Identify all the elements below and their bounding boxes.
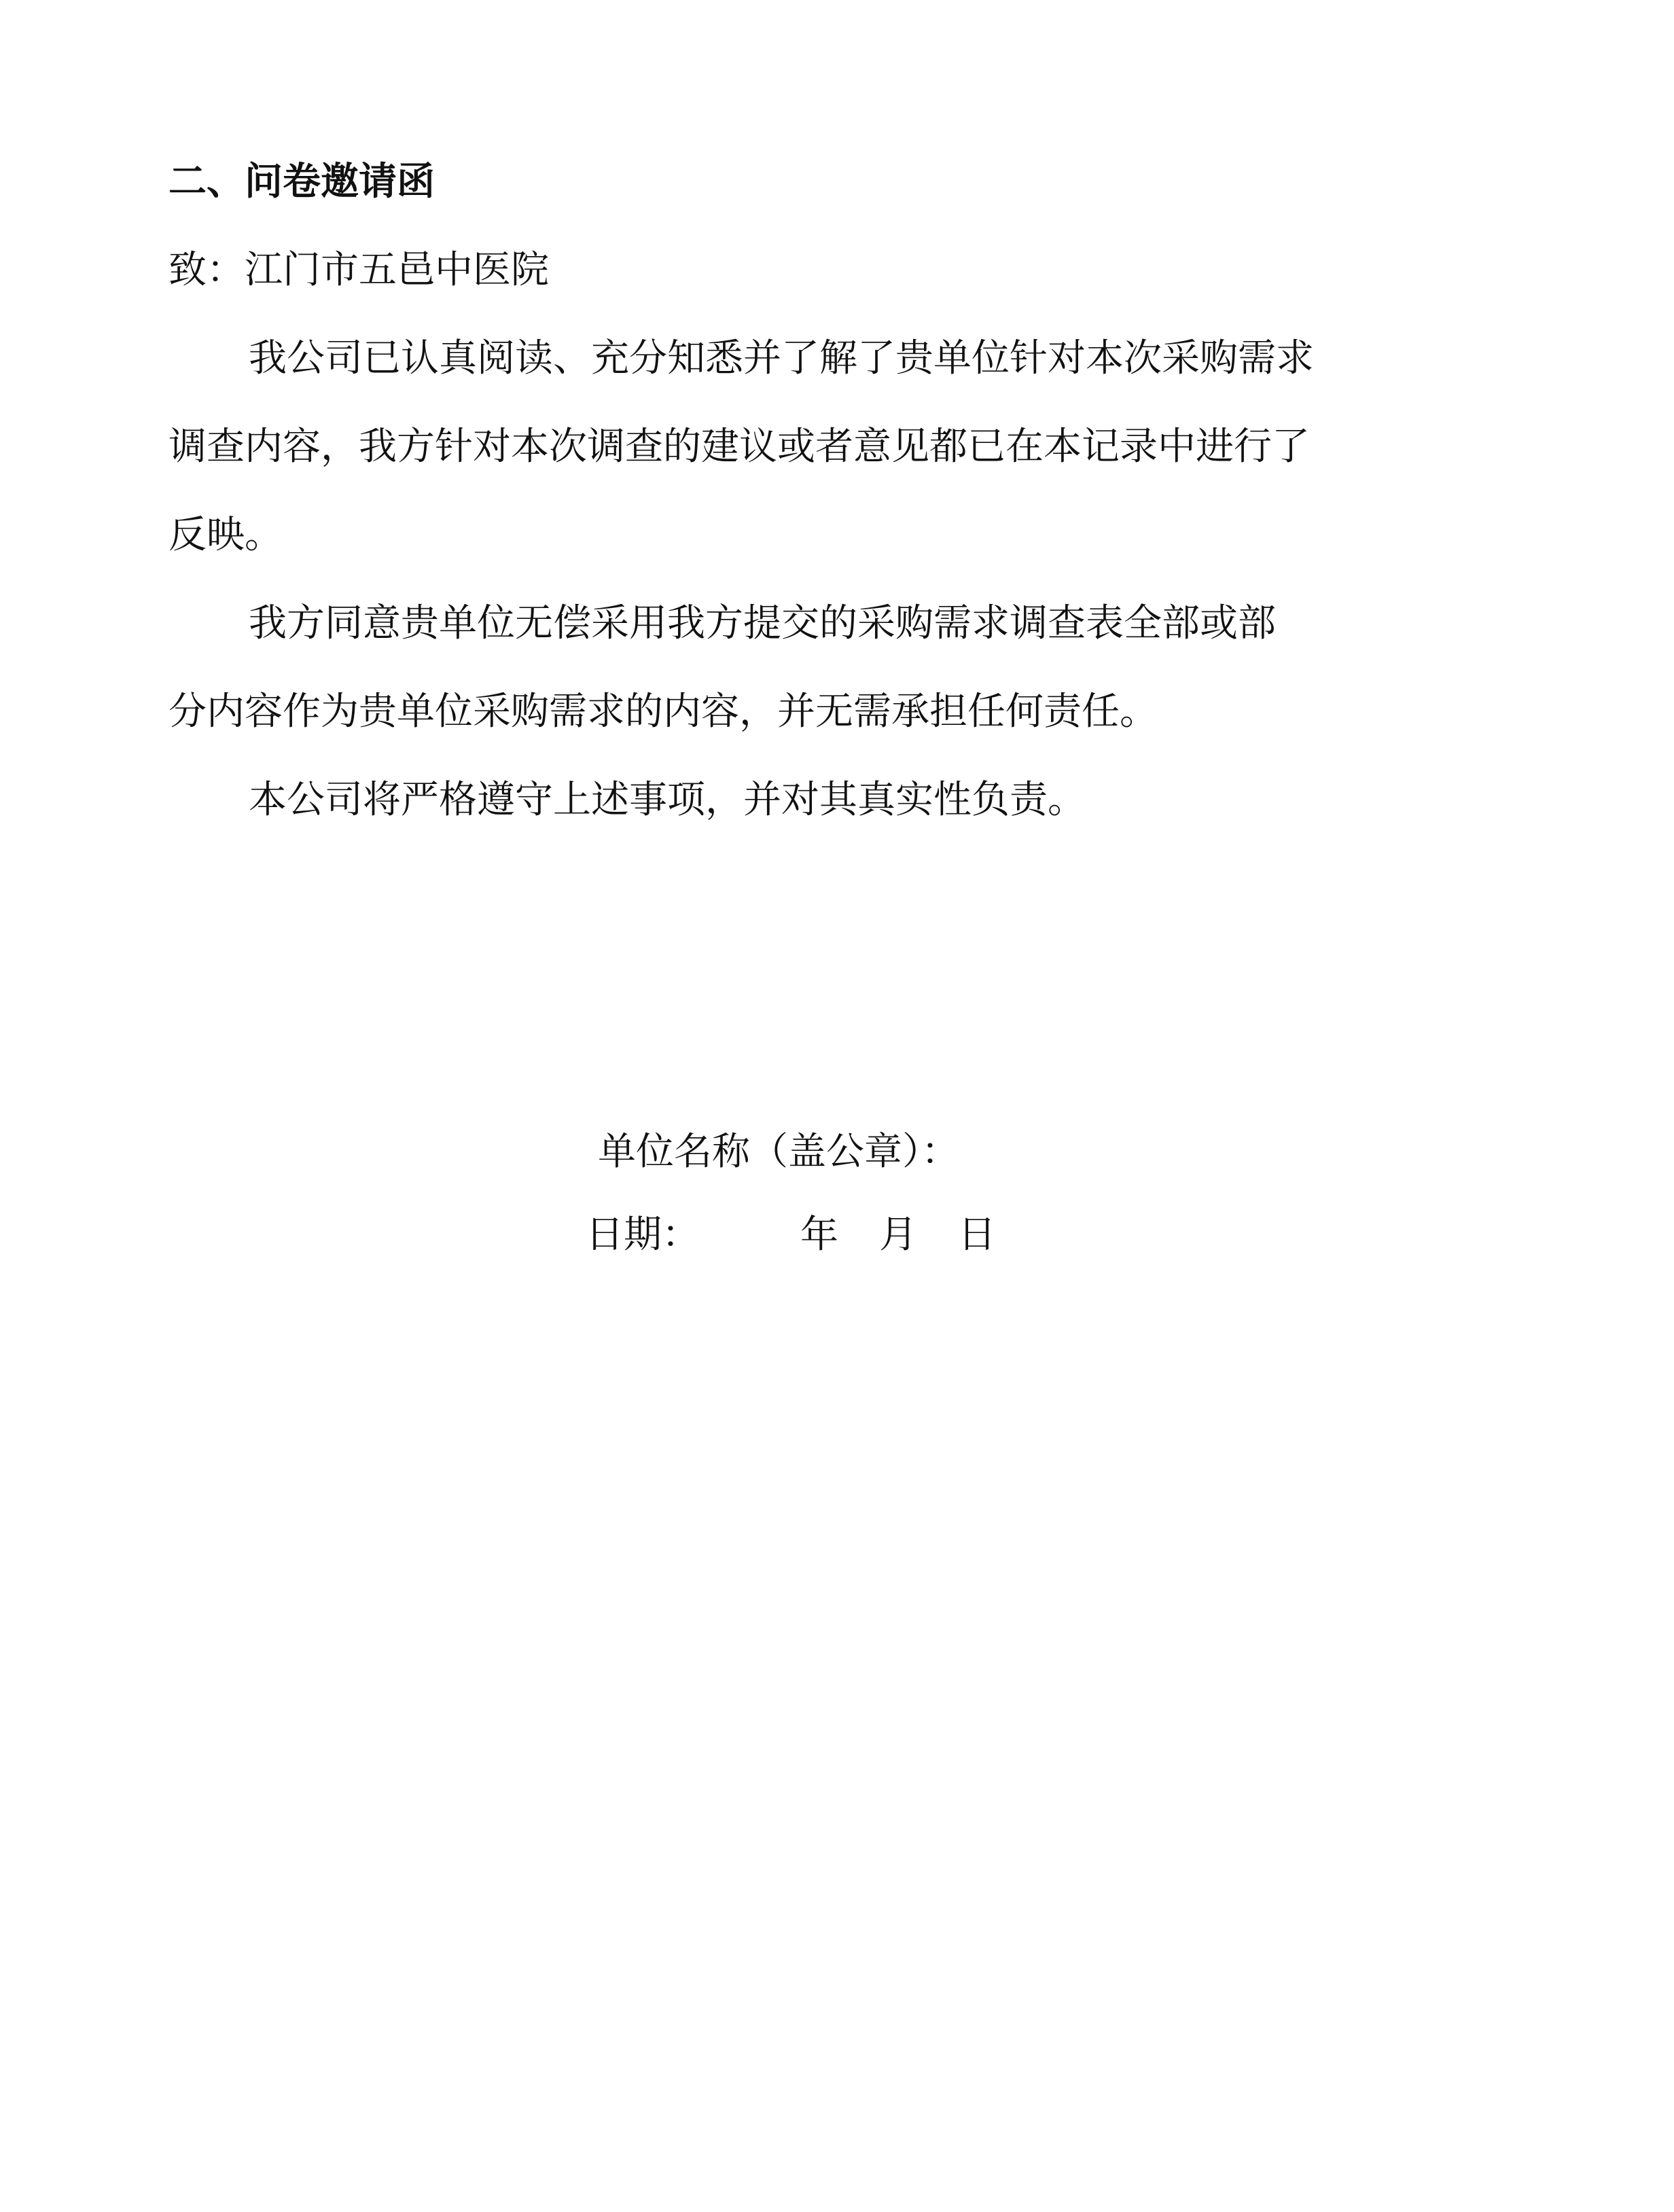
date-line: [586, 1208, 996, 1262]
paragraph-1-line-1: 我公司已认真阅读、充分知悉并了解了贵单位针对本次采购需求: [249, 336, 1314, 380]
year-label: 年: [800, 1213, 838, 1257]
section-title: 二、问卷邀请函: [168, 160, 435, 204]
month-label: 月: [879, 1213, 917, 1257]
paragraph-1-line-3: 反映。: [168, 513, 283, 557]
paragraph-3-line-1: 本公司将严格遵守上述事项，并对其真实性负责。: [249, 778, 1086, 822]
unit-name-label: 单位名称（盖公章）：: [598, 1130, 959, 1174]
paragraph-2-line-2: 分内容作为贵单位采购需求的内容，并无需承担任何责任。: [168, 690, 1158, 734]
paragraph-1-line-2: 调查内容，我方针对本次调查的建议或者意见都已在本记录中进行了: [168, 425, 1310, 469]
day-label: 日: [958, 1213, 996, 1257]
recipient-line: 致：江门市五邑中医院: [168, 248, 549, 292]
date-label: 日期：: [586, 1213, 700, 1257]
paragraph-2-line-1: 我方同意贵单位无偿采用我方提交的采购需求调查表全部或部: [249, 601, 1276, 645]
